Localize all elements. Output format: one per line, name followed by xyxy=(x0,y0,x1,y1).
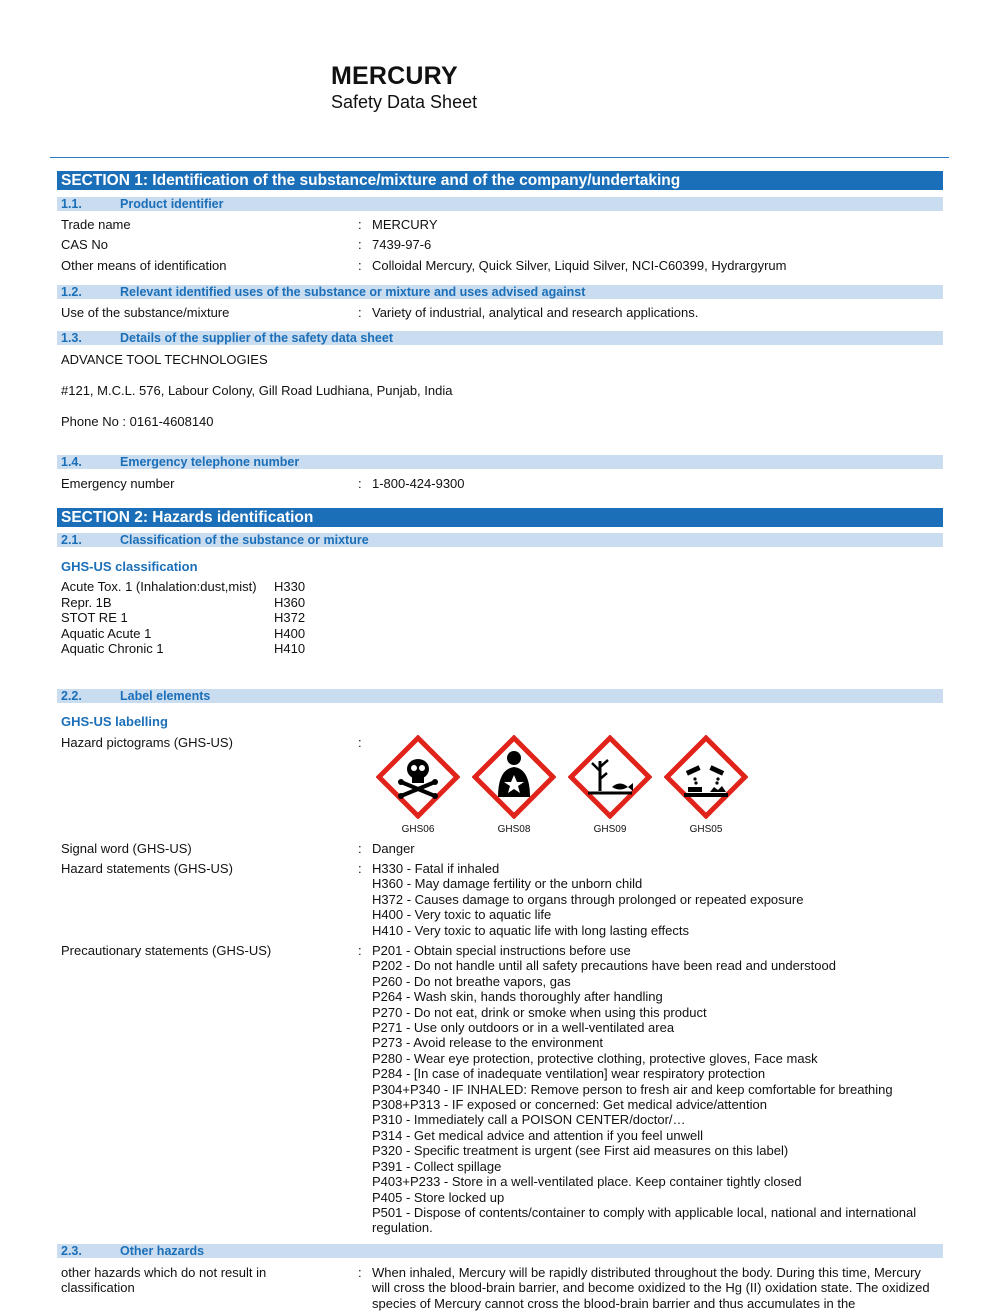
document-title: MERCURY xyxy=(331,62,458,90)
precautionary-statement: P391 - Collect spillage xyxy=(372,1158,502,1174)
precautionary-statement: P304+P340 - IF INHALED: Remove person to fresh air and keep comfortable for breathing xyxy=(372,1081,893,1097)
separator: : xyxy=(358,943,362,958)
separator: : xyxy=(358,841,362,856)
precautionary-statement: P308+P313 - IF exposed or concerned: Get medical advice/attention xyxy=(372,1097,767,1113)
subsection-title: Emergency telephone number xyxy=(120,455,300,469)
precautionary-statement: P310 - Immediately call a POISON CENTER/doctor/… xyxy=(372,1112,686,1128)
subsection-number: 2.3. xyxy=(61,1244,82,1258)
separator: : xyxy=(358,237,362,252)
ghs-labelling-heading: GHS-US labelling xyxy=(61,714,168,729)
separator: : xyxy=(358,861,362,876)
supplier-phone: Phone No : 0161-4608140 xyxy=(61,414,214,429)
use-label: Use of the substance/mixture xyxy=(61,305,230,320)
header-divider xyxy=(50,157,949,158)
classification-code: H372 xyxy=(274,610,306,625)
precautionary-statement: P270 - Do not eat, drink or smoke when using this product xyxy=(372,1004,707,1020)
subsection-title: Relevant identified uses of the substance or mixture and uses advised against xyxy=(120,285,586,299)
section-1-heading: SECTION 1: Identification of the substance/mixture and of the company/undertaking xyxy=(57,171,943,190)
health-hazard-icon xyxy=(472,735,556,819)
pictogram-ghs08 xyxy=(472,735,556,835)
use-value: Variety of industrial, analytical and research applications. xyxy=(372,305,699,320)
hazard-statements-list xyxy=(372,861,942,938)
other-means-value: Colloidal Mercury, Quick Silver, Liquid Silver, NCI-C60399, Hydrargyrum xyxy=(372,258,787,273)
pictogram-code: GHS06 xyxy=(401,824,435,835)
classification-name: Aquatic Chronic 1 xyxy=(61,641,164,656)
subsection-title: Product identifier xyxy=(120,197,224,211)
precautionary-statements-label: Precautionary statements (GHS-US) xyxy=(61,943,272,958)
precautionary-statement: P280 - Wear eye protection, protective clothing, protective gloves, Face mask xyxy=(372,1050,818,1066)
precautionary-statement: P320 - Specific treatment is urgent (see First aid measures on this label) xyxy=(372,1143,789,1159)
separator: : xyxy=(358,305,362,320)
document-subtitle: Safety Data Sheet xyxy=(331,92,478,112)
supplier-name: ADVANCE TOOL TECHNOLOGIES xyxy=(61,352,268,367)
subsection-title: Other hazards xyxy=(120,1244,205,1258)
pictogram-ghs09 xyxy=(568,735,652,835)
precautionary-statement: P202 - Do not handle until all safety precautions have been read and understood xyxy=(372,958,836,974)
precautionary-statement: P264 - Wash skin, hands thoroughly after handling xyxy=(372,989,663,1005)
subsection-number: 2.2. xyxy=(61,689,82,703)
separator: : xyxy=(358,217,362,232)
pictogram-code: GHS08 xyxy=(497,824,531,835)
subsection-1-1-heading xyxy=(57,197,943,211)
separator: : xyxy=(358,476,362,491)
precautionary-statement: P273 - Avoid release to the environment xyxy=(372,1035,604,1051)
pictogram-code: GHS05 xyxy=(689,824,723,835)
precautionary-statement: P405 - Store locked up xyxy=(372,1189,505,1205)
emergency-label: Emergency number xyxy=(61,476,175,491)
signal-word-value: Danger xyxy=(372,841,415,856)
trade-name-label: Trade name xyxy=(61,217,131,232)
precautionary-statement: P271 - Use only outdoors or in a well-ventilated area xyxy=(372,1020,675,1036)
precautionary-statement: P403+P233 - Store in a well-ventilated place. Keep container tightly closed xyxy=(372,1174,802,1190)
classification-code: H410 xyxy=(274,641,306,656)
section-2-heading: SECTION 2: Hazards identification xyxy=(57,508,943,527)
classification-code: H330 xyxy=(274,579,306,594)
subsection-title: Classification of the substance or mixture xyxy=(120,533,369,547)
signal-word-label: Signal word (GHS-US) xyxy=(61,841,192,856)
subsection-number: 1.3. xyxy=(61,331,82,345)
skull-crossbones-icon xyxy=(376,735,460,819)
cas-label: CAS No xyxy=(61,237,108,252)
classification-row xyxy=(61,626,305,642)
classification-row xyxy=(61,579,305,595)
subsection-title: Details of the supplier of the safety data sheet xyxy=(120,331,393,345)
classification-row xyxy=(61,595,305,611)
subsection-1-4-heading xyxy=(57,455,943,469)
hazard-pictograms xyxy=(376,735,756,835)
subsection-2-3-heading xyxy=(57,1244,943,1258)
precautionary-statement: P284 - [In case of inadequate ventilation] wear respiratory protection xyxy=(372,1066,766,1082)
precautionary-statement: P501 - Dispose of contents/container to comply with applicable local, national and international regulation. xyxy=(372,1204,917,1236)
ghs-classification-table xyxy=(61,579,305,657)
ghs-classification-heading: GHS-US classification xyxy=(61,559,198,574)
subsection-2-1-heading xyxy=(57,533,943,547)
precautionary-statement: P314 - Get medical advice and attention if you feel unwell xyxy=(372,1127,703,1143)
classification-name: Acute Tox. 1 (Inhalation:dust,mist) xyxy=(61,579,257,594)
other-means-label: Other means of identification xyxy=(61,258,227,273)
subsection-number: 2.1. xyxy=(61,533,82,547)
classification-code: H360 xyxy=(274,594,306,610)
hazard-statement: H330 - Fatal if inhaled xyxy=(372,861,500,876)
pictogram-code: GHS09 xyxy=(593,824,627,835)
subsection-number: 1.1. xyxy=(61,197,82,211)
supplier-address: #121, M.C.L. 576, Labour Colony, Gill Road Ludhiana, Punjab, India xyxy=(61,383,453,398)
classification-row xyxy=(61,641,305,657)
classification-code: H400 xyxy=(274,625,306,641)
classification-name: Repr. 1B xyxy=(61,594,112,610)
subsection-1-2-heading xyxy=(57,285,943,299)
precautionary-statement: P201 - Obtain special instructions before use xyxy=(372,943,631,958)
hazard-statement: H360 - May damage fertility or the unborn child xyxy=(372,876,643,892)
other-hazards-value: When inhaled, Mercury will be rapidly distributed throughout the body. During this time, Mercury will cross the blood-brain barrier, and become oxidized to the Hg (II) oxidation state. The oxidized species of Mercury cannot cross the blood-brain barrier and thus accumulates in the xyxy=(372,1265,930,1311)
separator: : xyxy=(358,258,362,273)
classification-name: STOT RE 1 xyxy=(61,610,128,625)
precautionary-statements-list xyxy=(372,943,942,1236)
hazard-statement: H372 - Causes damage to organs through prolonged or repeated exposure xyxy=(372,891,804,907)
subsection-title: Label elements xyxy=(120,689,211,703)
other-hazards-label: other hazards which do not result in classification xyxy=(61,1265,267,1296)
classification-name: Aquatic Acute 1 xyxy=(61,625,152,641)
pictograms-label: Hazard pictograms (GHS-US) xyxy=(61,735,233,750)
hazard-statement: H410 - Very toxic to aquatic life with long lasting effects xyxy=(372,922,689,938)
subsection-number: 1.4. xyxy=(61,455,82,469)
separator: : xyxy=(358,735,362,750)
subsection-number: 1.2. xyxy=(61,285,82,299)
trade-name-value: MERCURY xyxy=(372,217,438,232)
hazard-statement: H400 - Very toxic to aquatic life xyxy=(372,907,552,923)
pictogram-ghs05 xyxy=(664,735,748,835)
classification-row xyxy=(61,610,305,626)
subsection-1-3-heading xyxy=(57,331,943,345)
corrosion-icon xyxy=(664,735,748,819)
pictogram-ghs06 xyxy=(376,735,460,835)
emergency-value: 1-800-424-9300 xyxy=(372,476,465,491)
cas-value: 7439-97-6 xyxy=(372,237,432,252)
precautionary-statement: P260 - Do not breathe vapors, gas xyxy=(372,973,571,989)
separator: : xyxy=(358,1265,362,1280)
subsection-2-2-heading xyxy=(57,689,943,703)
hazard-statements-label: Hazard statements (GHS-US) xyxy=(61,861,233,876)
environment-icon xyxy=(568,735,652,819)
